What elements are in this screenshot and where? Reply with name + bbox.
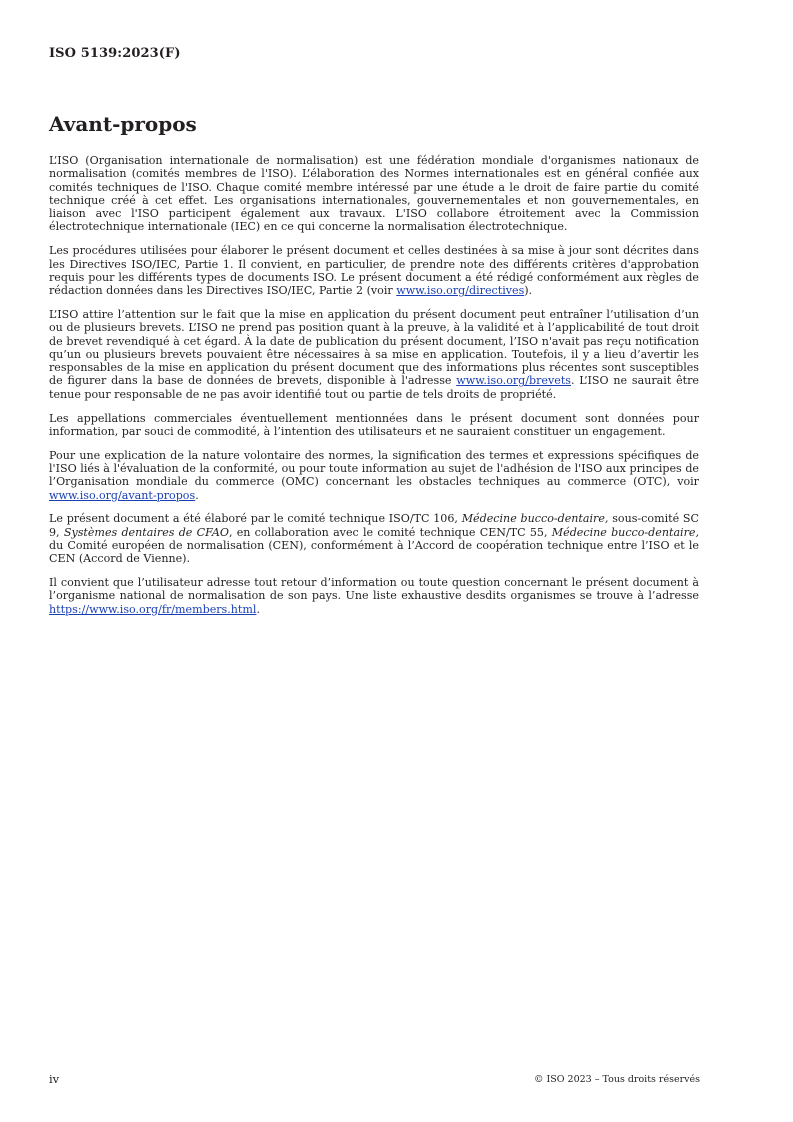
paragraph-committee: Le présent document a été élaboré par le comité technique ISO/TC 106, Médecine bucco-dentaire, sous-comité SC 9, Systèmes dentaires de CFAO, en collaboration avec le comité technique CEN/TC 55, Médecine bucco-dentaire, du Comité européen de normalisation (CEN), conformément à l’Accord de coopération technique entre l’ISO et le CEN (Accord de Vienne). — [49, 512, 700, 566]
paragraph-iso-intro: L’ISO (Organisation internationale de normalisation) est une fédération mondiale d'organismes nationaux de normalisation (comités membres de l'ISO). L’élaboration des Normes internationales est en général confiée aux comités techniques de l'ISO. Chaque comité membre intéressé par une étude a le droit de faire partie du comité technique créé à cet effet. Les organisations internationales, gouvernementales et non gouvernementales, en liaison avec l'ISO participent également aux travaux. L'ISO collabore étroitement avec la Commission électrotechnique internationale (IEC) en ce qui concerne la normalisation électrotechnique. — [49, 154, 699, 234]
link-directives[interactable]: www.iso.org/directives — [396, 284, 525, 298]
link-avant-propos[interactable]: www.iso.org/avant-propos — [49, 488, 196, 502]
copyright-notice: © ISO 2023 – Tous droits réservés — [533, 1074, 700, 1085]
page-number: iv — [49, 1072, 60, 1086]
page-title: Avant-propos — [49, 112, 197, 136]
paragraph-voluntary-nature: Pour une explication de la nature volontaire des normes, la signification des termes et expressions spécifiques de l'ISO liés à l'évaluation de la conformité, ou pour toute information au sujet de l'adhésion de l'ISO aux principes de l’Organisation mondiale du commerce (OMC) concernant les obstacles techniques au commerce (OTC), voir www.iso.org/avant-propos. — [49, 448, 699, 502]
document-id: ISO 5139:2023(F) — [49, 46, 181, 61]
paragraph-trade-names: Les appellations commerciales éventuellement mentionnées dans le présent document sont données pour information, par souci de commodité, à l’intention des utilisateurs et ne sauraient constituer un engagement. — [49, 411, 699, 438]
link-members[interactable]: https://www.iso.org/fr/members.html — [49, 602, 257, 616]
foreword-body — [49, 154, 699, 626]
link-brevets[interactable]: www.iso.org/brevets — [456, 374, 571, 388]
paragraph-procedures: Les procédures utilisées pour élaborer le présent document et celles destinées à sa mise à jour sont décrites dans les Directives ISO/IEC, Partie 1. Il convient, en particulier, de prendre note des différents critères d'approbation requis pour les différents types de documents ISO. Le présent document a été rédigé conformément aux règles de rédaction données dans les Directives ISO/IEC, Partie 2 (voir www.iso.org/directives). — [49, 244, 699, 298]
paragraph-feedback: Il convient que l’utilisateur adresse tout retour d’information ou toute question concernant le présent document à l’organisme national de normalisation de son pays. Une liste exhaustive desdits organismes se trouve à l’adresse https://www.iso.org/fr/members.html. — [49, 576, 699, 616]
paragraph-patents: L’ISO attire l’attention sur le fait que la mise en application du présent document peut entraîner l’utilisation d’un ou de plusieurs brevets. L’ISO ne prend pas position quant à la preuve, à la validité et à l’applicabilité de tout droit de brevet revendiqué à cet égard. À la date de publication du présent document, l’ISO n'avait pas reçu notification qu’un ou plusieurs brevets pouvaient être nécessaires à sa mise en application. Toutefois, il y a lieu d’avertir les responsables de la mise en application du présent document que des informations plus récentes sont susceptibles de figurer dans la base de données de brevets, disponible à l'adresse www.iso.org/brevets. L’ISO ne saurait être tenue pour responsable de ne pas avoir identifié tout ou partie de tels droits de propriété. — [49, 307, 699, 401]
